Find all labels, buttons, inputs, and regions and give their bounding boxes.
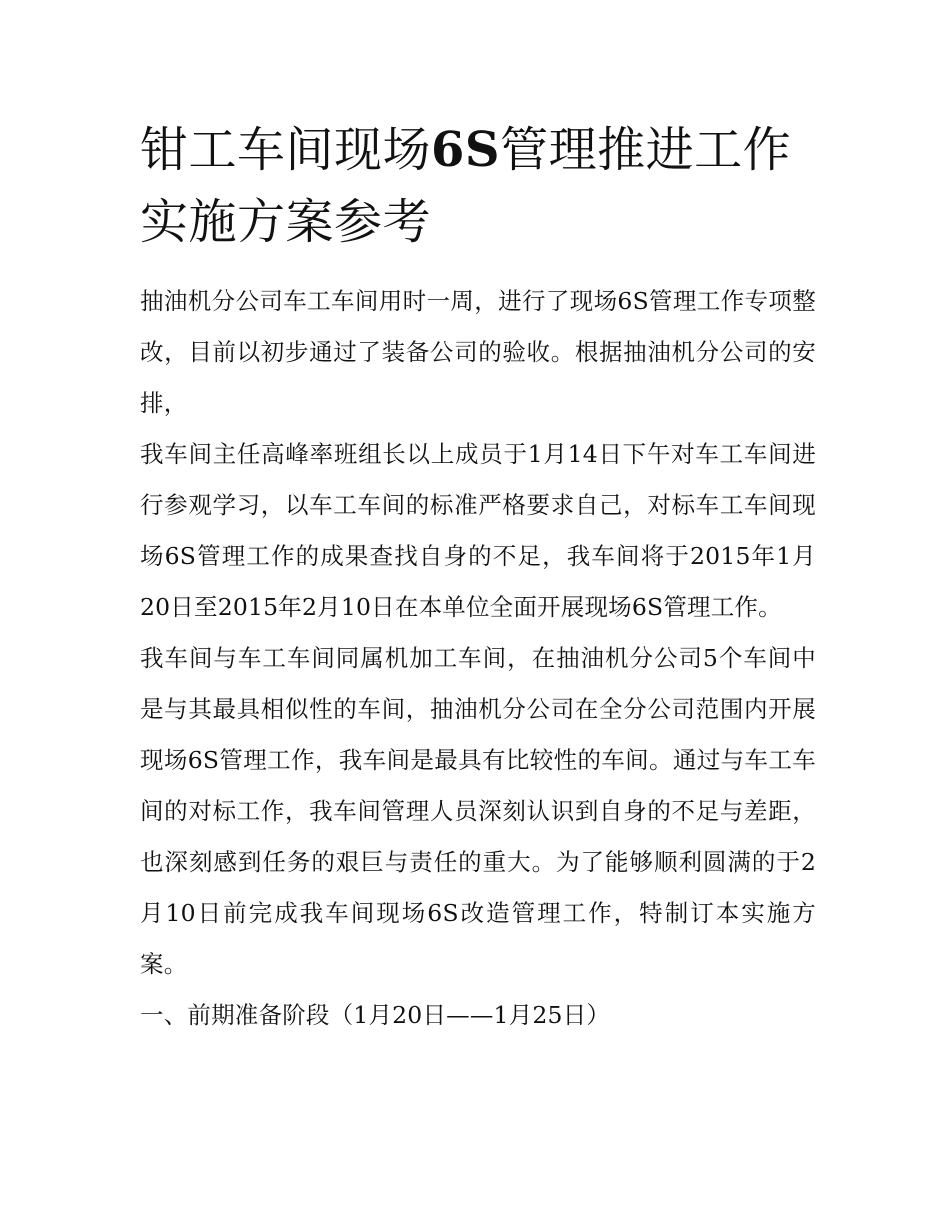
paragraph-comparison: 我车间与车工车间同属机加工车间，在抽油机分公司5个车间中是与其最具相似性的车间，抽油机分公司在全分公司范围内开展现场6S管理工作，我车间是最具有比较性的车间。通过与车工车间的对标工作，我车间管理人员深刻认识到自身的不足与差距，也深刻感到任务的艰巨与责任的重大。为了能够顺利圆满的于2月10日前完成我车间现场6S改造管理工作，特制订本实施方案。 bbox=[140, 644, 816, 978]
document-title: 钳工车间现场6S管理推进工作实施方案参考 bbox=[140, 122, 792, 250]
paragraph-intro: 抽油机分公司车工车间用时一周，进行了现场6S管理工作专项整改，目前以初步通过了装备公司的验收。根据抽油机分公司的安排， bbox=[140, 287, 816, 417]
section-heading-preparation: 一、前期准备阶段（1月20日——1月25日） bbox=[140, 1001, 611, 1029]
document-body bbox=[140, 276, 816, 1041]
paragraph-visit: 我车间主任高峰率班组长以上成员于1月14日下午对车工车间进行参观学习，以车工车间的标准严格要求自己，对标车工车间现场6S管理工作的成果查找自身的不足，我车间将于2015年1月20日至2015年2月10日在本单位全面开展现场6S管理工作。 bbox=[140, 440, 816, 621]
